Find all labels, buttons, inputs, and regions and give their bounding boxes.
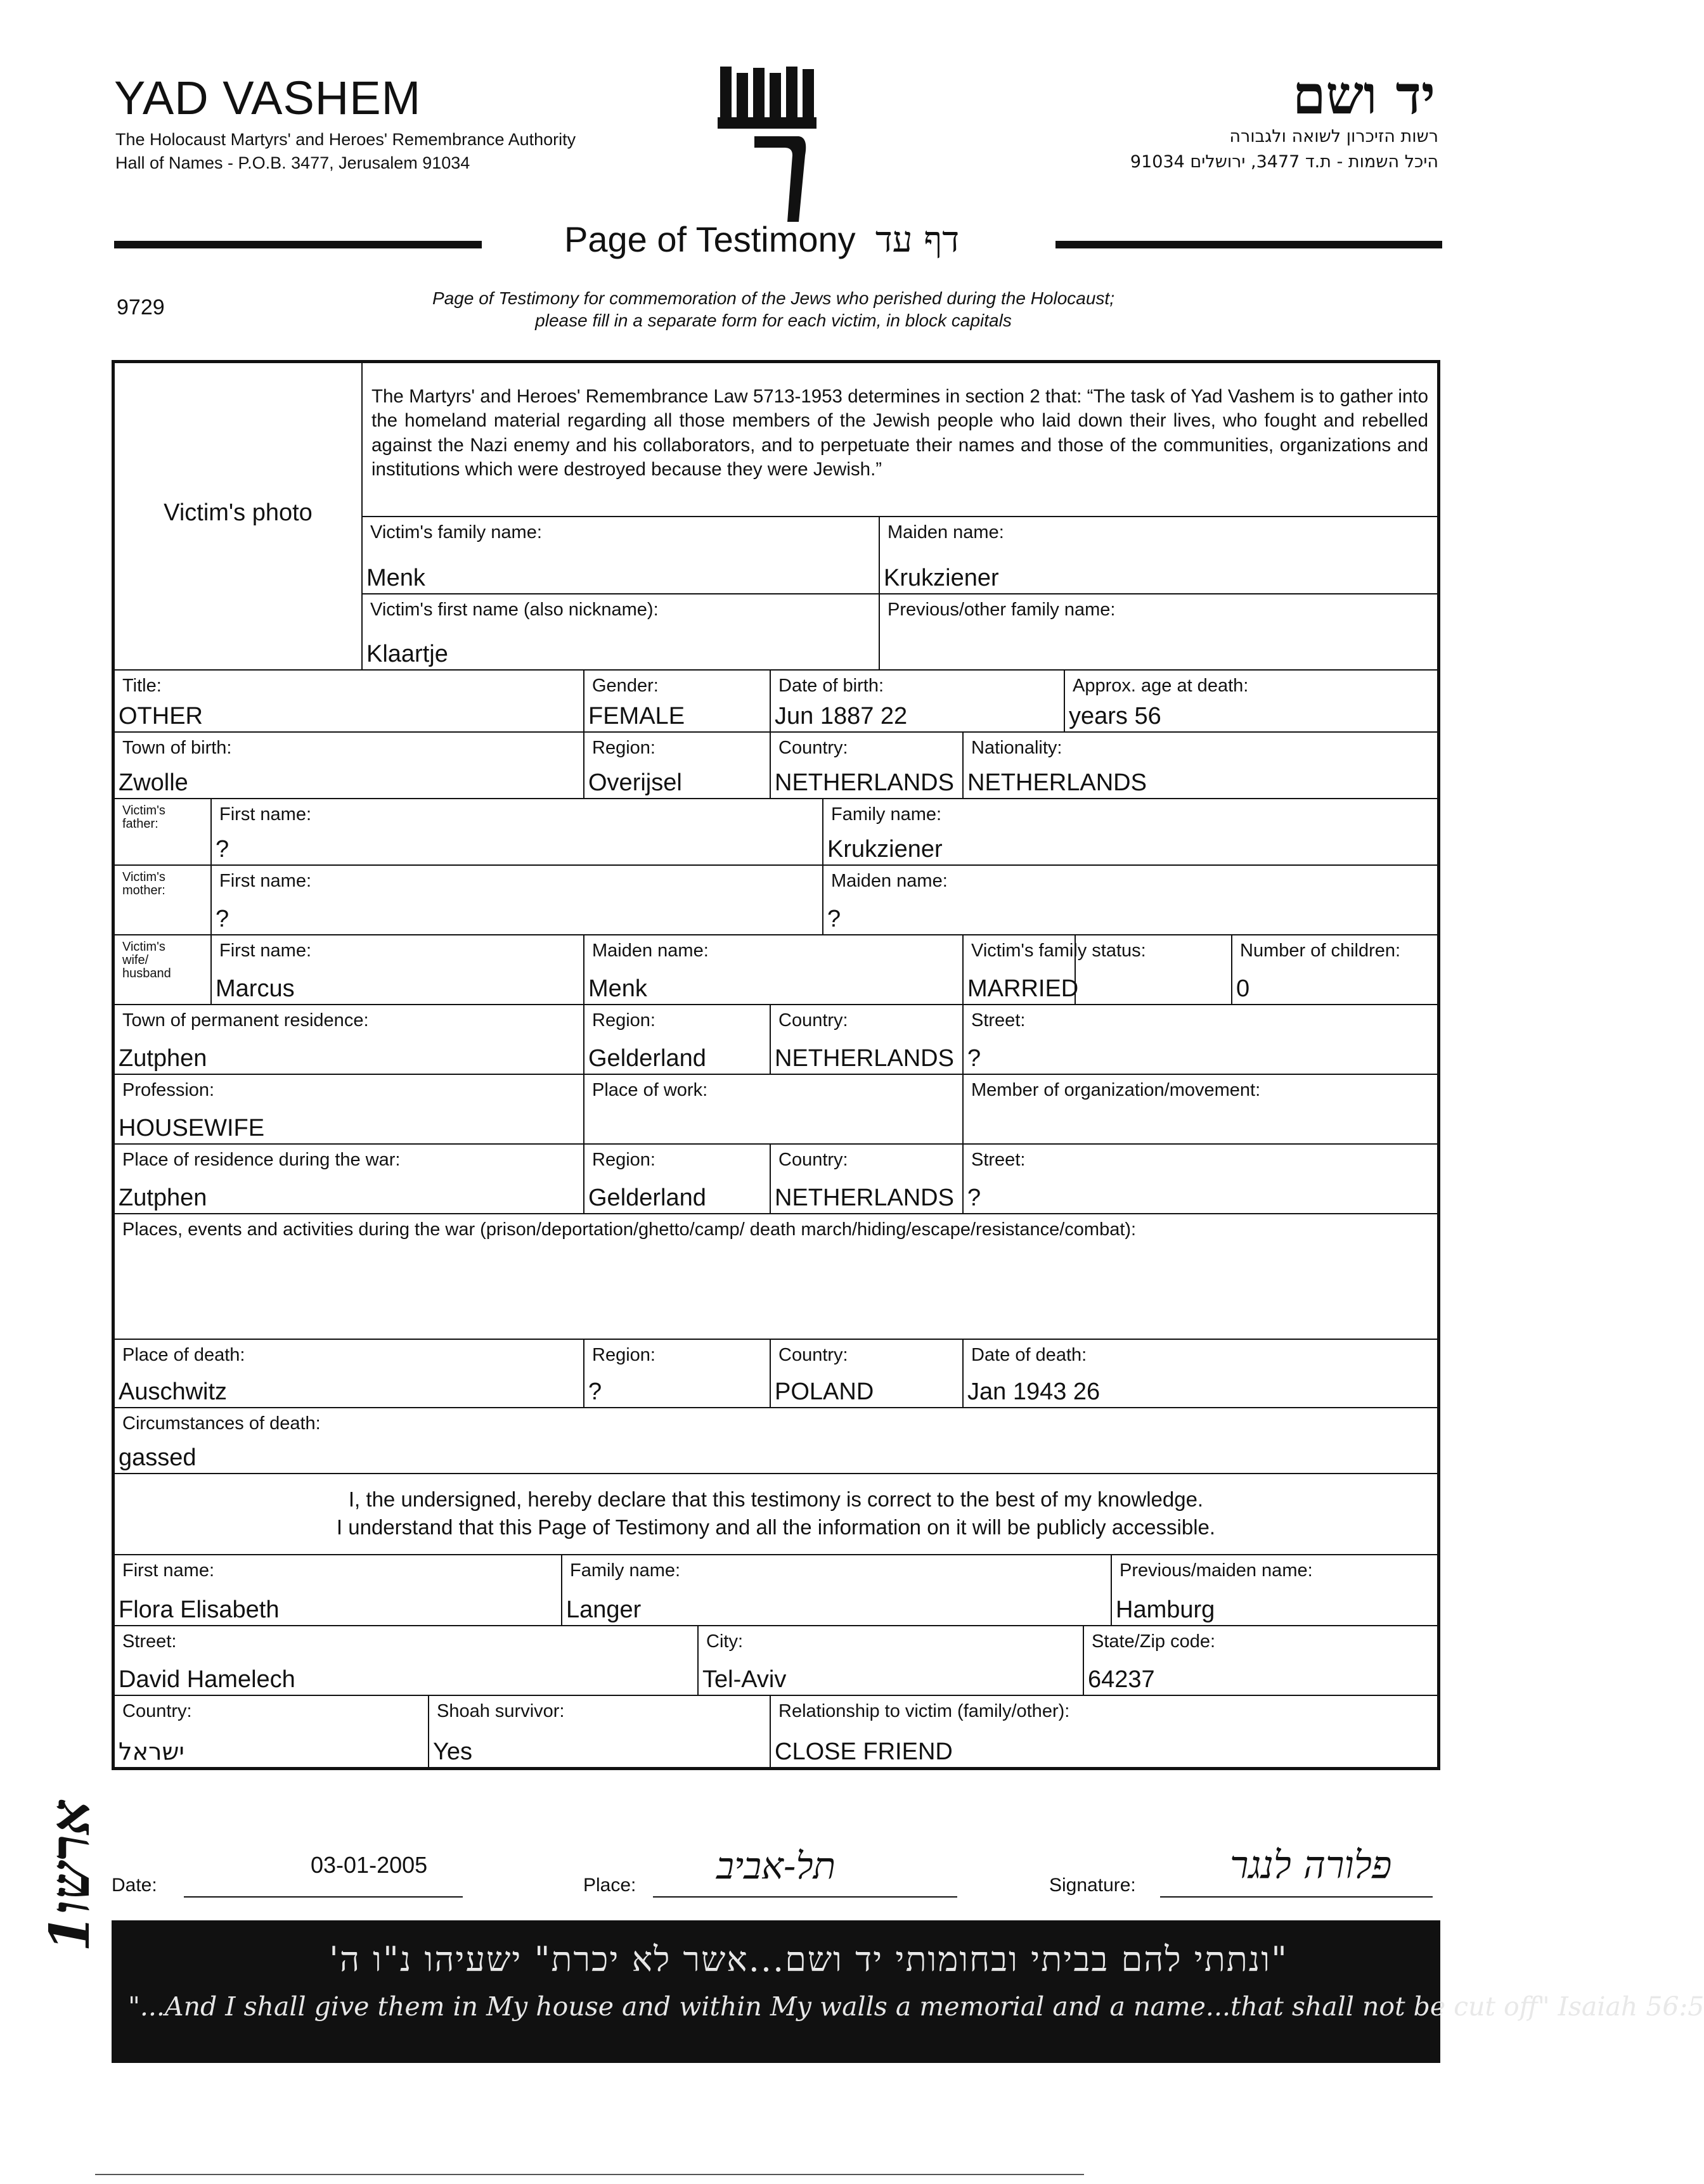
right-rule — [1055, 241, 1442, 248]
date-of-birth-field[interactable]: Date of birth: Jun 1887 22 — [770, 669, 1065, 733]
family-status-field[interactable]: Victim's family status: MARRIED — [962, 934, 1232, 1005]
bottom-edge-line — [95, 2174, 1084, 2175]
mother-first-name-field[interactable]: First name: ? — [210, 864, 823, 935]
submitter-city-field[interactable]: City: Tel-Aviv — [697, 1625, 1084, 1696]
residence-country-field[interactable]: Country: NETHERLANDS — [770, 1004, 964, 1075]
submitter-previous-name-field[interactable]: Previous/maiden name: Hamburg — [1111, 1554, 1438, 1626]
org-subtitle-hebrew: רשות הזיכרון לשואה ולגבורה — [1229, 127, 1438, 146]
submitter-street-field[interactable]: Street: David Hamelech — [113, 1625, 699, 1696]
victim-maiden-name-field[interactable]: Maiden name: Krukziener — [879, 516, 1438, 594]
mother-role-label: Victim's mother: — [113, 864, 212, 935]
submitter-first-name-field[interactable]: First name: Flora Elisabeth — [113, 1554, 562, 1626]
title-field[interactable]: Title: OTHER — [113, 669, 584, 733]
residence-street-field[interactable]: Street: ? — [962, 1004, 1438, 1075]
quote-hebrew: "ונתתי להם בביתי ובחומותי יד ושם...אשר לא יכרת" ישעיהו נ"ו ה' — [329, 1939, 1288, 1979]
victim-photo-box: Victim's photo — [113, 362, 363, 671]
date-of-death-field[interactable]: Date of death: Jan 1943 26 — [962, 1339, 1438, 1408]
town-of-birth-field[interactable]: Town of birth: Zwolle — [113, 731, 584, 799]
org-name-hebrew: יד ושם — [1292, 63, 1435, 126]
date-value[interactable]: 03-01-2005 — [311, 1852, 428, 1878]
war-country-field[interactable]: Country: NETHERLANDS — [770, 1143, 964, 1214]
father-first-name-field[interactable]: First name: ? — [210, 798, 823, 866]
yad-vashem-logo — [704, 60, 830, 225]
declaration: I, the undersigned, hereby declare that this testimony is correct to the best of my knowledge. I understand that this Page of Testimony and all the information on it will be publicly accessible. — [113, 1473, 1438, 1555]
place-value[interactable]: תל-אביב — [716, 1844, 836, 1887]
death-country-field[interactable]: Country: POLAND — [770, 1339, 964, 1408]
page-title: Page of Testimony דף עד — [564, 219, 960, 260]
circumstances-of-death-field[interactable]: Circumstances of death: gassed — [113, 1407, 1438, 1474]
gender-field[interactable]: Gender: FEMALE — [583, 669, 771, 733]
signature[interactable]: פלורה לנגר — [1230, 1843, 1392, 1887]
war-events-field[interactable]: Places, events and activities during the war (prison/deportation/ghetto/camp/ death march/hiding/escape/resistance/combat): — [113, 1213, 1438, 1340]
war-street-field[interactable]: Street: ? — [962, 1143, 1438, 1214]
profession-field[interactable]: Profession: HOUSEWIFE — [113, 1074, 584, 1145]
org-address-hebrew: היכל השמות - ת.ד 3477, ירושלים 91034 — [1130, 152, 1438, 172]
victim-other-family-name-field[interactable]: Previous/other family name: — [879, 593, 1438, 671]
left-rule — [114, 241, 482, 248]
organization-member-field[interactable]: Member of organization/movement: — [962, 1074, 1438, 1145]
spouse-first-name-field[interactable]: First name: Marcus — [210, 934, 584, 1005]
relationship-field[interactable]: Relationship to victim (family/other): CLOSE FRIEND — [770, 1695, 1438, 1768]
place-of-work-field[interactable]: Place of work: — [583, 1074, 964, 1145]
permanent-residence-field[interactable]: Town of permanent residence: Zutphen — [113, 1004, 584, 1075]
intro-text: Page of Testimony for commemoration of the Jews who perished during the Holocaust; please fill in a separate form for each victim, in block capitals — [432, 288, 1114, 330]
shoah-survivor-field[interactable]: Shoah survivor: Yes — [428, 1695, 771, 1768]
war-residence-field[interactable]: Place of residence during the war: Zutphen — [113, 1143, 584, 1214]
submitter-family-name-field[interactable]: Family name: Langer — [561, 1554, 1112, 1626]
signature-line — [1160, 1896, 1433, 1898]
org-name: YAD VASHEM — [114, 72, 422, 124]
quote-english: "...And I shall give them in My house and within My walls a memorial and a name...that shall not be cut off" Isaiah 56:5 — [128, 1991, 1704, 2022]
date-label: Date: — [112, 1875, 157, 1896]
victim-first-name-field[interactable]: Victim's first name (also nickname): Klaartje — [361, 593, 880, 671]
handwritten-margin-number: 1ארשו — [38, 1799, 102, 1952]
place-of-death-field[interactable]: Place of death: Auschwitz — [113, 1339, 584, 1408]
org-address: Hall of Names - P.O.B. 3477, Jerusalem 91034 — [115, 153, 470, 172]
submitter-zip-field[interactable]: State/Zip code: 64237 — [1083, 1625, 1438, 1696]
submitter-country-field[interactable]: Country: ישראל — [113, 1695, 429, 1768]
place-line — [653, 1896, 957, 1898]
birth-region-field[interactable]: Region: Overijsel — [583, 731, 771, 799]
spouse-maiden-name-field[interactable]: Maiden name: Menk — [583, 934, 1076, 1005]
quote-banner — [112, 1920, 1704, 2063]
form-number: 9729 — [117, 295, 165, 319]
nationality-field[interactable]: Nationality: NETHERLANDS — [962, 731, 1438, 799]
org-subtitle: The Holocaust Martyrs' and Heroes' Remembrance Authority — [115, 130, 576, 149]
residence-region-field[interactable]: Region: Gelderland — [583, 1004, 771, 1075]
father-family-name-field[interactable]: Family name: Krukziener — [822, 798, 1438, 866]
father-role-label: Victim's father: — [113, 798, 212, 866]
war-region-field[interactable]: Region: Gelderland — [583, 1143, 771, 1214]
testimony-form — [112, 360, 1440, 1770]
spouse-role-label: Victim's wife/ husband — [113, 934, 212, 1005]
mother-maiden-name-field[interactable]: Maiden name: ? — [822, 864, 1438, 935]
age-at-death-field[interactable]: Approx. age at death: years 56 — [1064, 669, 1438, 733]
date-line — [184, 1896, 463, 1898]
signature-label: Signature: — [1049, 1875, 1136, 1896]
death-region-field[interactable]: Region: ? — [583, 1339, 771, 1408]
place-label: Place: — [583, 1875, 636, 1896]
victim-family-name-field[interactable]: Victim's family name: Menk — [361, 516, 880, 594]
law-text-box: The Martyrs' and Heroes' Remembrance Law 5713-1953 determines in section 2 that: “The task of Yad Vashem is to gather into the homeland material regarding all those members of the Jewish people who laid down their lives, who fought and rebelled against the Nazi enemy and his collaborators, and to perpetuate their names and those of the communities, organizations and institutions which were destroyed because they were Jewish.” — [361, 362, 1438, 517]
birth-country-field[interactable]: Country: NETHERLANDS — [770, 731, 964, 799]
number-of-children-field[interactable]: Number of children: 0 — [1231, 934, 1438, 1005]
